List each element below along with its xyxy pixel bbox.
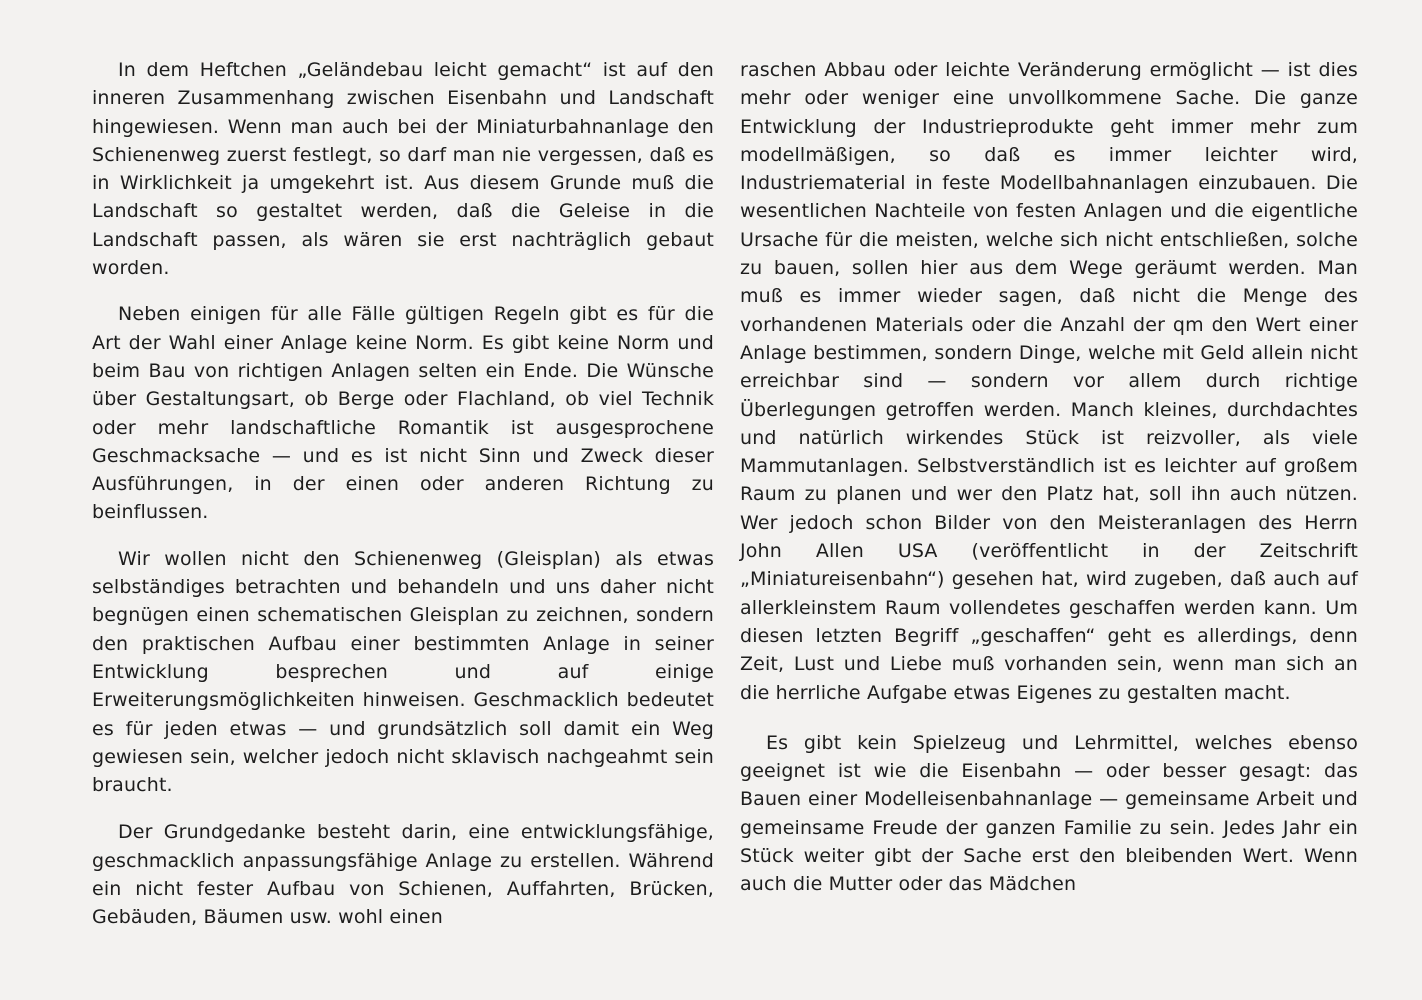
paragraph-gelaendebau: In dem Heftchen „Geländebau leicht gemacht“ ist auf den inneren Zusammenhang zwischen Eisenbahn und Landschaft hingewiesen. Wenn man auch bei der Miniaturbahnanlage den Schienenweg zuerst festlegt, so darf man nie vergessen, daß es in Wirklichkeit ja umgekehrt ist. Aus diesem Grunde muß die Landschaft so gestaltet werden, daß die Geleise in die Landschaft passen, als wären sie erst nachträglich gebaut worden. bbox=[92, 59, 714, 280]
paragraph-regeln: Neben einigen für alle Fälle gültigen Regeln gibt es für die Art der Wahl einer Anlage keine Norm. Es gibt keine Norm und beim Bau von richtigen Anlagen selten ein Ende. Die Wünsche über Gestaltungsart, ob Berge oder Flachland, ob viel Technik oder mehr landschaftliche Romantik ist ausgesprochene Geschmacksache — und es ist nicht Sinn und Zweck dieser Ausführungen, in der einen oder anderen Richtung zu beinflussen. bbox=[92, 303, 714, 524]
paragraph-spielzeug: Es gibt kein Spielzeug und Lehrmittel, welches ebenso geeignet ist wie die Eisenbahn — oder besser gesagt: das Bauen einer Modelleisenbahnanlage — gemeinsame Arbeit und gemeinsame Freude der ganzen Familie zu sein. Jedes Jahr ein Stück weiter gibt der Sache erst den bleibenden Wert. Wenn auch die Mutter oder das Mädchen bbox=[740, 731, 1358, 896]
right-column bbox=[740, 56, 1358, 899]
left-column bbox=[92, 56, 714, 932]
paragraph-grundgedanke: Der Grundgedanke besteht darin, eine entwicklungsfähige, geschmacklich anpassungsfähige Anlage zu erstellen. Während ein nicht fester Aufbau von Schienen, Auffahrten, Brücken, Gebäuden, Bäumen usw. wohl einen bbox=[92, 821, 714, 929]
paragraph-gleisplan: Wir wollen nicht den Schienenweg (Gleisplan) als etwas selbständiges betrachten und behandeln und uns daher nicht begnügen einen schematischen Gleisplan zu zeichnen, sondern den praktischen Aufbau einer bestimmten Anlage in seiner Entwicklung besprechen und auf einige Erweiterungsmöglichkeiten hinweisen. Geschmacklich bedeutet es für jeden etwas — und grundsätzlich soll damit ein Weg gewiesen sein, welcher jedoch nicht sklavisch nachgeahmt sein braucht. bbox=[92, 547, 714, 797]
paragraph-continuation: raschen Abbau oder leichte Veränderung ermöglicht — ist dies mehr oder weniger eine unvollkommene Sache. Die ganze Entwicklung der Industrieprodukte geht immer mehr zum modellmäßigen, so daß es immer leichter wird, Industriematerial in feste Modellbahnanlagen einzubauen. Die wesentlichen Nachteile von festen Anlagen und die eigentliche Ursache für die meisten, welche sich nicht entschließen, solche zu bauen, sollen hier aus dem Wege geräumt werden. Man muß es immer wieder sagen, daß nicht die Menge des vorhandenen Materials oder die Anzahl der qm den Wert einer Anlage bestimmen, sondern Dinge, welche mit Geld allein nicht erreichbar sind — sondern vor allem durch richtige Überlegungen getroffen werden. Manch kleines, durchdachtes und natürlich wirkendes Stück ist reizvoller, als viele Mammutanlagen. Selbstverständlich ist es leichter auf großem Raum zu planen und wer den Platz hat, soll ihn auch nützen. Wer jedoch schon Bilder von den Meisteranlagen des Herrn John Allen USA (veröffentlicht in der Zeitschrift „Miniatureisenbahn“) gesehen hat, wird zugeben, daß auch auf allerkleinstem Raum vollendetes geschaffen werden kann. Um diesen letzten Begriff „geschaffen“ geht es allerdings, denn Zeit, Lust und Liebe muß vorhanden sein, wenn man sich an die herrliche Aufgabe etwas Eigenes zu gestalten macht. bbox=[740, 59, 1358, 704]
